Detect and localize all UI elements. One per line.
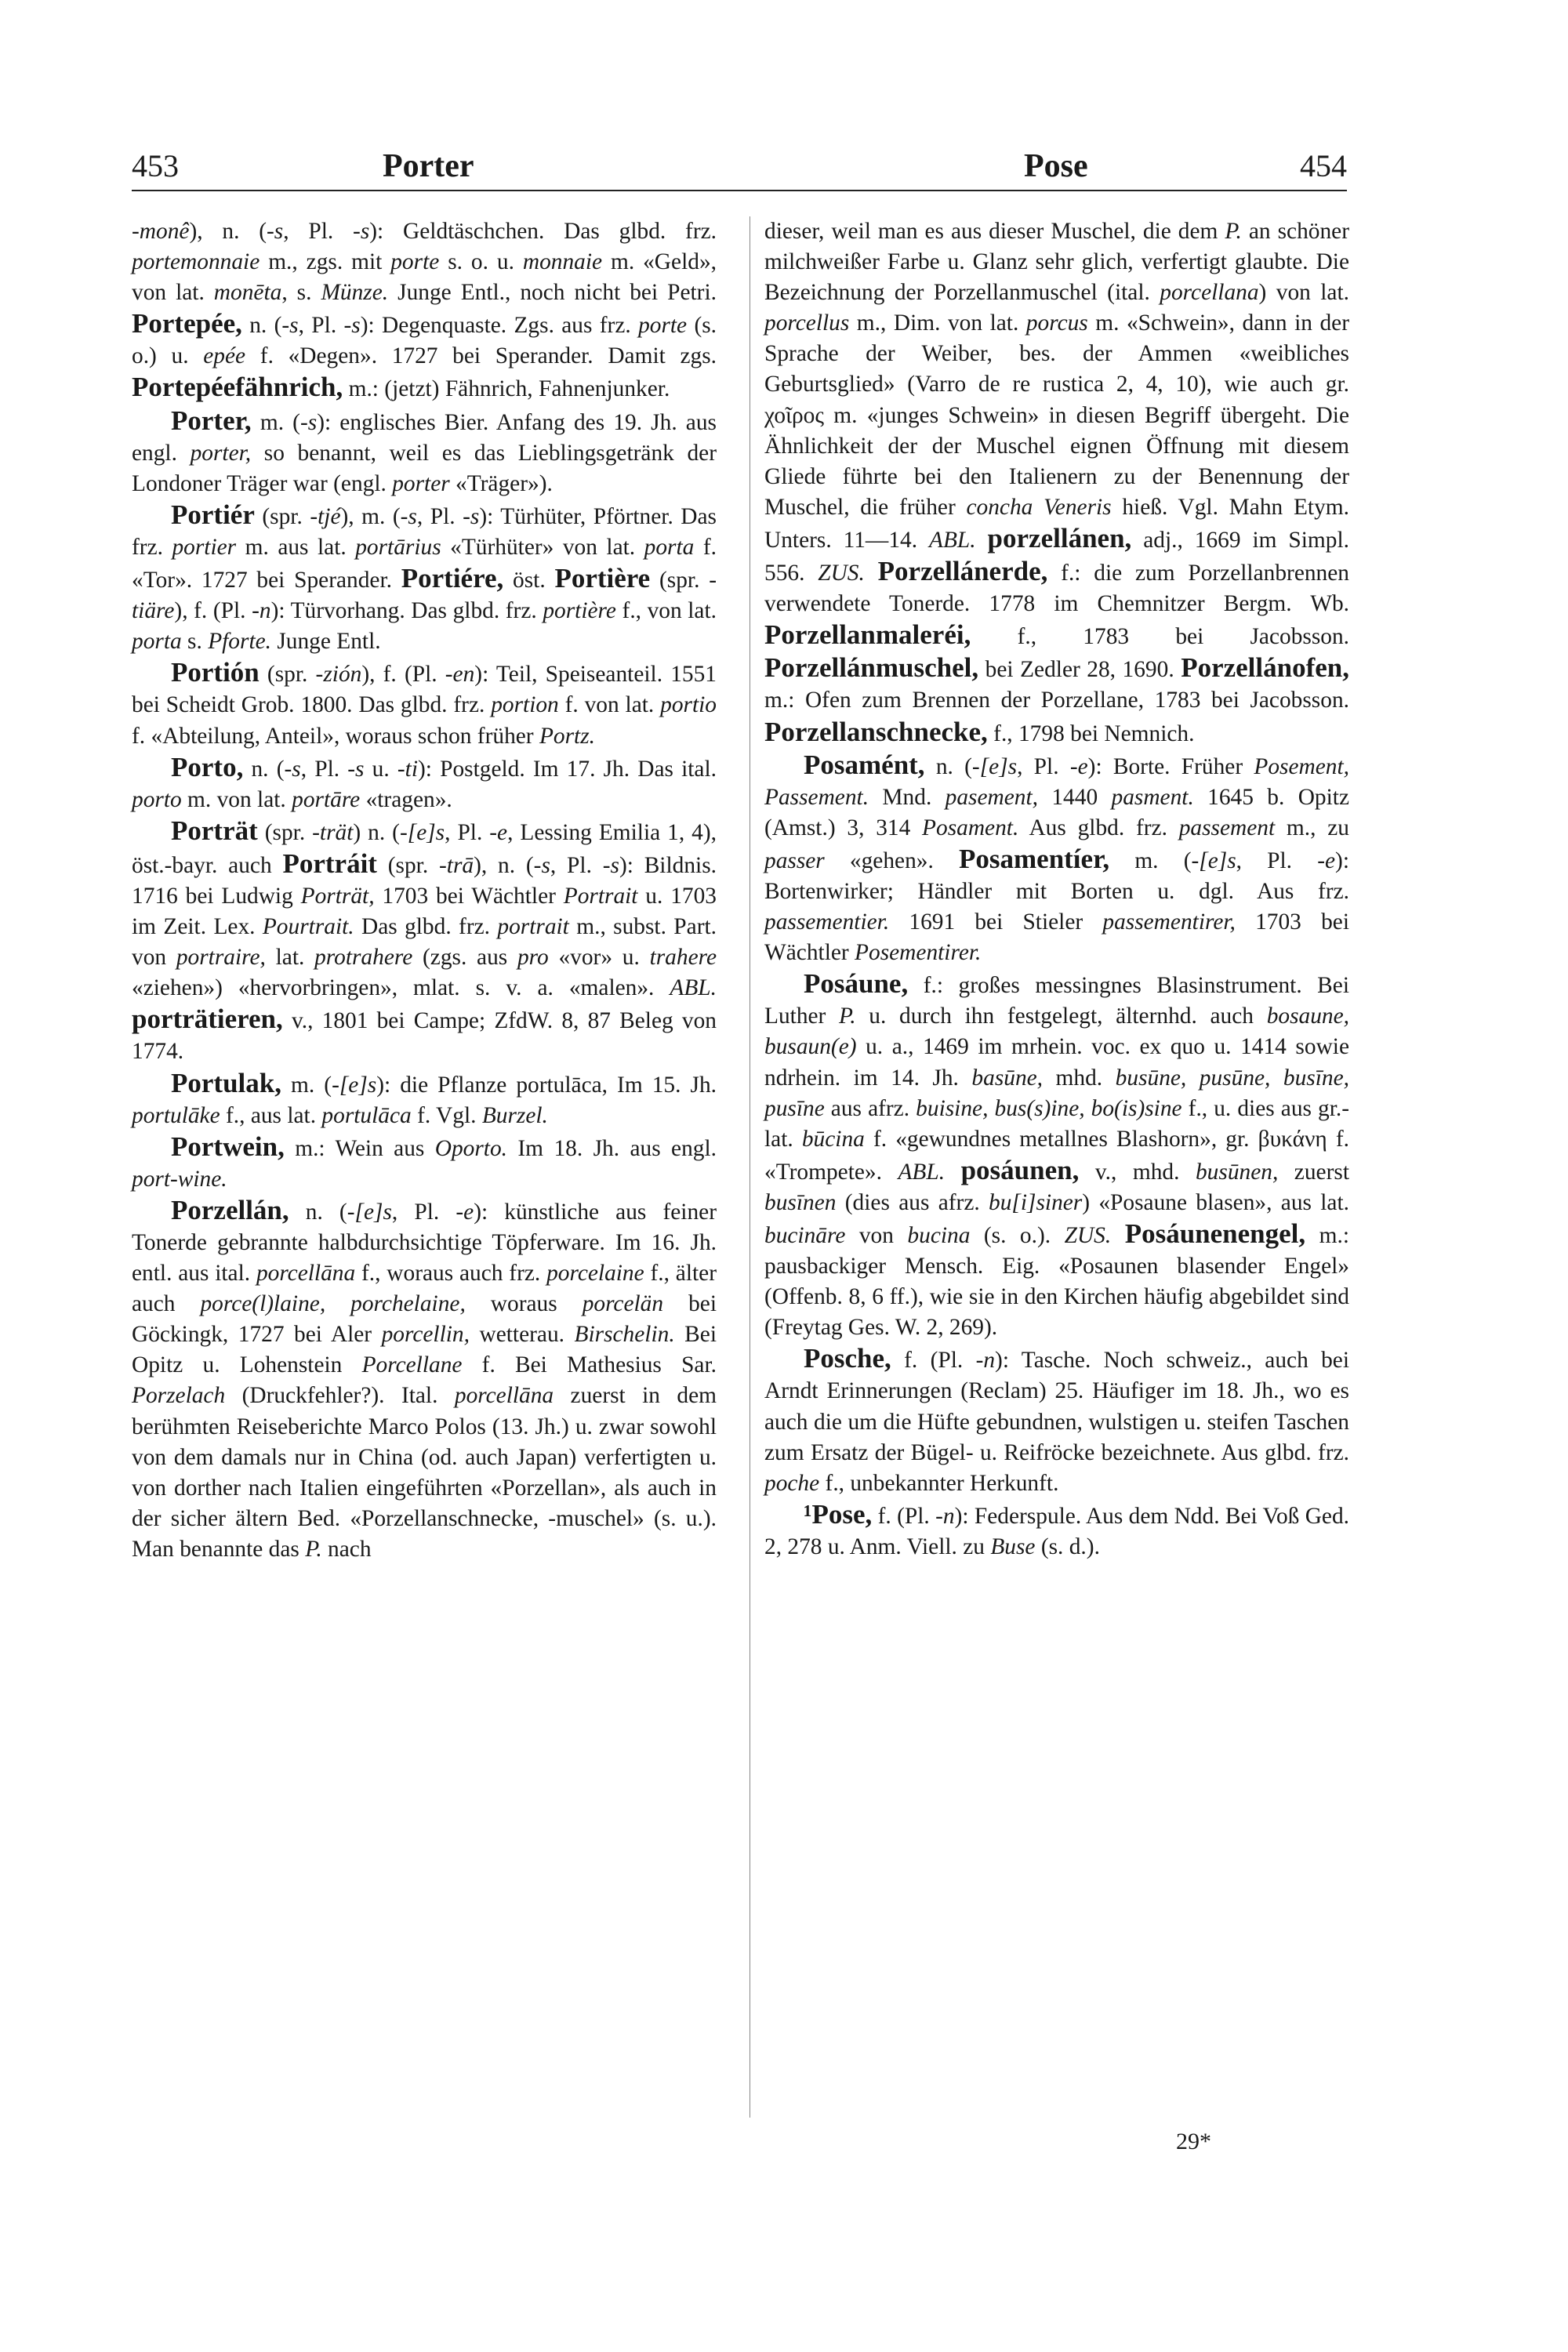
italic-text: -s <box>267 219 284 244</box>
body-text: ): Tasche. Noch schweiz., auch bei Arndt Erinnerungen (Reclam) 25. Häufiger im 18. Jh., wo es auch die um die Hüfte gebundnen, wulstigen u. steifen Taschen zum Ersatz der Bügel- u. Reifröcke bezeichnete. Aus glbd. frz. <box>764 1348 1350 1465</box>
body-text: an schöner milchweißer Farbe u. Glanz sehr glich, verfertigt glaubte. Die Bezeichnung der Porzellanmuschel (ital. <box>764 219 1349 306</box>
dictionary-entry <box>132 1068 717 1131</box>
italic-text: ZUS. <box>1064 1223 1112 1248</box>
body-text: , Pl. <box>283 219 354 244</box>
italic-text: porte <box>638 313 688 339</box>
italic-text: -e <box>1317 848 1336 873</box>
italic-text: -trā <box>439 852 474 878</box>
body-text: f. «Abteilung, Anteil», woraus schon früher <box>132 723 539 749</box>
body-text: «Türhüter» von lat. <box>441 534 644 560</box>
dictionary-entry <box>132 657 717 751</box>
headword: Porter, <box>171 405 252 436</box>
dictionary-entry <box>132 752 717 815</box>
italic-text: -s <box>299 409 318 435</box>
body-text: bei Zedler 28, 1690. <box>978 657 1181 683</box>
signature-mark: 29* <box>1176 2129 1211 2154</box>
italic-text: portemonnaie <box>132 249 260 275</box>
italic-text: Portrait <box>563 883 638 909</box>
italic-text: Posament. <box>922 815 1019 840</box>
body-text <box>1111 1223 1124 1248</box>
italic-text: busīnen <box>764 1189 837 1215</box>
italic-text: protrahere <box>314 945 413 971</box>
headword: Porträt <box>171 815 258 846</box>
italic-text: bucināre <box>764 1223 846 1248</box>
body-text: ): die Pflanze portulāca, Im 15. Jh. <box>376 1072 717 1098</box>
body-text: , Lessing Emilia 1, 4), öst.-bayr. auch <box>132 819 717 878</box>
body-text: f.: großes messingnes Blasinstrument. Bei Luther <box>764 973 1349 1029</box>
italic-text: Posement, Passement. <box>764 753 1350 810</box>
page-number-left: 453 <box>132 148 179 183</box>
italic-text: P. <box>839 1004 856 1029</box>
italic-text: -[e]s <box>399 819 445 845</box>
page-number-right: 454 <box>1300 148 1347 183</box>
italic-text: porto <box>132 786 182 812</box>
italic-text: porcellus <box>764 310 850 336</box>
running-header <box>132 146 1347 190</box>
italic-text: porta <box>132 629 182 655</box>
body-text: u. 1703 im Zeit. Lex. <box>132 883 717 940</box>
dictionary-entry <box>132 1195 717 1565</box>
body-text: 1440 <box>1038 784 1112 810</box>
body-text: s. o. u. <box>439 249 523 275</box>
headword: Portiére, <box>401 563 504 594</box>
body-text: (s. d.). <box>1035 1534 1100 1559</box>
headword: ¹Pose, <box>804 1498 873 1530</box>
italic-text: -s <box>463 503 480 529</box>
headword: Portepée, <box>132 308 242 339</box>
body-text: m. «Geld», von lat. <box>132 249 717 306</box>
body-text: (spr. <box>650 568 710 593</box>
italic-text: portière <box>543 598 616 624</box>
italic-text: -[e]s <box>1191 848 1236 873</box>
body-text: Das glbd. frz. <box>354 914 498 940</box>
italic-text: port-wine. <box>132 1166 227 1192</box>
body-text: f.: die zum Porzellanbrennen verwendete Tonerde. 1778 im Chemnitzer Bergm. Wb. <box>764 561 1349 617</box>
italic-text: Pourtrait. <box>262 914 354 940</box>
running-headword-left: Porter <box>383 148 474 184</box>
body-text: u. <box>364 756 397 782</box>
italic-text: porcelaine <box>546 1261 644 1287</box>
body-text: m.: pausbackiger Mensch. Eig. «Posaunen blasender Engel» (Offenb. 8, 6 ff.), wie sie in den Kirchen häufig abgebildet sind (Freytag Ges. W. 2, 269). <box>764 1223 1350 1341</box>
body-text: nach <box>321 1536 372 1562</box>
body-text: ), m. ( <box>340 503 401 529</box>
entry-continuation <box>764 216 1349 750</box>
running-headword-right: Pose <box>1024 148 1088 184</box>
body-text: f., älter auch <box>132 1261 717 1317</box>
dictionary-entry <box>764 750 1349 969</box>
headword: Posamént, <box>804 749 925 780</box>
headword: Porzellánmuschel, <box>764 652 979 684</box>
body-text: , Pl. <box>445 819 490 845</box>
italic-text: ABL. <box>929 527 976 553</box>
body-text: ): Borte. Früher <box>1087 753 1254 779</box>
italic-text: bu[i]siner <box>989 1189 1083 1215</box>
italic-text: -[e]s <box>971 753 1018 779</box>
italic-text: -e <box>456 1199 474 1225</box>
body-text: Aus glbd. frz. <box>1018 815 1179 840</box>
body-text: m.: Wein aus <box>284 1135 435 1161</box>
body-text: v., 1801 bei Campe; ZfdW. 8, 87 Beleg von 1774. <box>132 1008 717 1065</box>
body-text: (Druckfehler?). Ital. <box>225 1383 455 1409</box>
body-text: f. «Tor». 1727 bei Sperander. <box>132 534 717 593</box>
italic-text: porce(l)laine, porchelaine, <box>200 1291 466 1317</box>
body-text: von <box>845 1223 908 1248</box>
body-text: ) von lat. <box>1258 280 1349 306</box>
italic-text: passer <box>764 848 825 873</box>
body-text: «gehen». <box>824 848 959 873</box>
body-text <box>976 528 988 553</box>
body-text: , Pl. <box>1236 848 1318 873</box>
dictionary-entry <box>764 1343 1349 1498</box>
body-text: m. ( <box>281 1072 332 1098</box>
italic-text: Burzel. <box>481 1102 548 1128</box>
headword: Posche, <box>804 1343 891 1374</box>
italic-text: ABL. <box>898 1159 946 1185</box>
body-text: «tragen». <box>360 786 452 812</box>
body-text: u. a., 1469 im mrhein. voc. ex quo u. 1414 sowie ndrhein. im 14. Jh. <box>764 1034 1349 1091</box>
body-text: ): englisches Bier. Anfang des 19. Jh. aus engl. <box>132 409 717 466</box>
body-text: f. (Pl. <box>872 1503 936 1529</box>
body-text: n. ( <box>241 313 282 339</box>
body-text: f. «gewundnes metallnes Blashorn», gr. βυκάνη f. «Trompete». <box>764 1126 1349 1185</box>
italic-text: -s <box>281 313 299 339</box>
headword: Porto, <box>171 751 244 782</box>
italic-text: pasment. <box>1111 784 1194 810</box>
italic-text: -[e]s <box>347 1199 392 1225</box>
italic-text: porcus <box>1025 310 1088 336</box>
body-text: ): Türvorhang. Das glbd. frz. <box>270 598 543 624</box>
italic-text: bosaune, busaun(e) <box>764 1004 1349 1060</box>
body-text: f. von lat. <box>558 692 661 718</box>
headword: Posáune, <box>804 968 909 1000</box>
body-text: f., unbekannter Herkunft. <box>819 1470 1059 1496</box>
body-text: m. «Schwein», dann in der Sprache der Weiber, bes. der Ammen «weibliches Geburtsglied» (Varro de re rustica 2, 4, 10), wie auch gr. χοῖρος m. «junges Schwein» in diesen Begriff übergeht. Die Ähnlichkeit der der Muschel eignen Öffnung mit diesem Gliede führte bei den Italienern zu der Benennung der Muschel, die früher <box>764 310 1349 520</box>
italic-text: passement <box>1178 815 1276 840</box>
body-text: , Pl. <box>391 1199 456 1225</box>
body-text: «Träger»). <box>449 470 553 496</box>
body-text: (spr. <box>376 852 439 878</box>
italic-text: epée <box>203 343 246 369</box>
italic-text: portulāke <box>132 1102 220 1128</box>
body-text: s. <box>181 629 209 655</box>
body-text: öst. <box>503 568 555 593</box>
italic-text: porcellāna <box>256 1261 356 1287</box>
italic-text: Posementirer. <box>855 940 982 966</box>
italic-text: poche <box>764 1470 820 1496</box>
body-text: u. durch ihn festgelegt, älternhd. auch <box>855 1004 1267 1029</box>
italic-text: Pforte. <box>208 629 271 655</box>
body-text: Junge Entl., noch nicht bei Petri. <box>388 280 717 306</box>
headword: Portráit <box>282 848 377 879</box>
italic-text: -trät <box>312 819 354 845</box>
italic-text: portier <box>172 534 237 560</box>
body-text: ): Bortenwirker; Händler mit Borten u. dgl. Aus frz. <box>764 848 1349 904</box>
italic-text: -s <box>343 313 361 339</box>
body-text: m., zgs. mit <box>260 249 391 275</box>
italic-text: Münze. <box>321 280 389 306</box>
body-text: Im 18. Jh. aus engl. <box>507 1135 717 1161</box>
italic-text: basūne, <box>971 1065 1044 1091</box>
headword: Porzellanschnecke, <box>764 716 988 747</box>
italic-text: porter, <box>190 440 252 466</box>
headword: Portiér <box>171 499 255 530</box>
headword: Portulak, <box>171 1067 281 1098</box>
entry-continuation <box>132 216 717 405</box>
body-text: Junge Entl. <box>271 629 381 655</box>
italic-text: P. <box>1225 219 1242 244</box>
italic-text: busūne, pusūne, busīne, pusīne <box>764 1065 1349 1121</box>
body-text: woraus <box>465 1291 583 1317</box>
body-text: m., zu <box>1275 815 1349 840</box>
left-column <box>132 216 717 1565</box>
headword: porträtieren, <box>132 1004 283 1035</box>
italic-text: -ti <box>397 756 418 782</box>
body-text: ): Türhüter, Pförtner. Das frz. <box>132 503 717 560</box>
body-text: m.: (jetzt) Fähnrich, Fahnenjunker. <box>343 376 670 402</box>
body-text: m.: Ofen zum Brennen der Porzellane, 1783 bei Jacobsson. <box>764 688 1349 713</box>
italic-text: Porträt, <box>300 883 375 909</box>
body-text: zuerst in dem berühmten Reiseberichte Marco Polos (13. Jh.) u. zwar sowohl von dem damals nur in China (od. auch Japan) verfertigten u. von dorther nach Italien eingeführten «Porzellan», als auch in der sicher ältern Bed. «Porzellanschnecke, -muschel» (s. u.). Man benannte das <box>132 1383 717 1562</box>
body-text: m., Dim. von lat. <box>849 310 1026 336</box>
body-text: bei Göckingk, 1727 bei Aler <box>132 1291 717 1348</box>
italic-text: Portz. <box>539 723 595 749</box>
body-text: ): Teil, Speiseanteil. 1551 bei Scheidt Grob. 1800. Das glbd. frz. <box>132 662 717 718</box>
italic-text: porcellāna <box>454 1383 554 1409</box>
italic-text: Buse <box>990 1534 1036 1559</box>
body-text: (zgs. aus <box>412 945 517 971</box>
italic-text: -s <box>353 219 370 244</box>
italic-text: Porcellane <box>361 1352 463 1378</box>
body-text: ) «Posaune blasen», aus lat. <box>1082 1189 1349 1215</box>
body-text: , Pl. <box>416 503 463 529</box>
italic-text: Porzelach <box>132 1383 226 1409</box>
body-text: 1645 b. Opitz (Amst.) 3, 314 <box>764 784 1349 840</box>
body-text: f., 1783 bei Jacobsson. <box>971 624 1349 650</box>
body-text: m. ( <box>1109 848 1192 873</box>
italic-text: portāre <box>292 786 361 812</box>
italic-text: -s <box>284 756 301 782</box>
headword: Porzellánerde, <box>877 556 1048 587</box>
body-text <box>945 1160 961 1185</box>
body-text: n. ( <box>243 756 285 782</box>
body-text: ): Bildnis. 1716 bei Ludwig <box>132 852 717 909</box>
right-column <box>764 216 1349 1563</box>
body-text: 1703 bei Wächtler <box>764 909 1349 966</box>
italic-text: ABL. <box>670 975 717 1001</box>
body-text: aus afrz. <box>824 1095 916 1121</box>
italic-text: -e <box>489 819 508 845</box>
body-text: f. «Degen». 1727 bei Sperander. Damit zgs. <box>245 343 717 369</box>
italic-text: busūnen, <box>1195 1159 1279 1185</box>
italic-text: portārius <box>355 534 441 560</box>
body-text: n. ( <box>289 1199 347 1225</box>
body-text: ), f. (Pl. <box>361 662 445 688</box>
body-text: ), n. ( <box>189 219 267 244</box>
body-text: adj., 1669 im Simpl. 556. <box>764 527 1349 586</box>
italic-text: monnaie <box>522 249 603 275</box>
headword: Porzellanmaleréi, <box>764 619 971 651</box>
italic-text: concha Veneris <box>966 494 1112 520</box>
italic-text: porte <box>390 249 440 275</box>
italic-text: Birschelin. <box>574 1322 675 1348</box>
headword: Portwein, <box>171 1131 285 1162</box>
body-text: (s. o.). <box>970 1223 1065 1248</box>
italic-text: -en <box>445 662 475 688</box>
body-text: , Pl. <box>298 313 344 339</box>
italic-text: portulāca <box>321 1102 412 1128</box>
body-text: m. ( <box>251 409 300 435</box>
body-text: so benannt, weil es das Lieblingsgetränk der Londoner Träger war (engl. <box>132 440 717 496</box>
body-text: f., von lat. <box>615 598 717 624</box>
italic-text: portrait <box>497 914 569 940</box>
dictionary-entry <box>132 405 717 499</box>
body-text: mhd. <box>1043 1065 1116 1091</box>
italic-text: -zión <box>315 662 362 688</box>
body-text: ): Postgeld. Im 17. Jh. Das ital. <box>418 756 717 782</box>
italic-text: -n <box>252 598 271 624</box>
italic-text: porter <box>392 470 450 496</box>
italic-text: -tiäre <box>132 568 717 624</box>
italic-text: -e <box>1069 753 1088 779</box>
body-text: dieser, weil man es aus dieser Muschel, die dem <box>764 219 1225 244</box>
body-text: ), f. (Pl. <box>174 598 252 624</box>
body-text: (spr. <box>259 662 316 688</box>
header-rule <box>132 190 1347 191</box>
body-text: f., aus lat. <box>220 1102 322 1128</box>
body-text: «vor» u. <box>548 945 650 971</box>
italic-text: -n <box>975 1348 996 1374</box>
italic-text: -s <box>602 852 619 878</box>
italic-text: passementier. <box>764 909 890 935</box>
body-text: ): künstliche aus feiner Tonerde gebrannte halbdurchsichtige Töpferware. Im 16. Jh. entl. aus ital. <box>132 1199 717 1287</box>
body-text: f., u. dies aus gr.-lat. <box>764 1095 1350 1152</box>
headword: Portión <box>171 657 260 688</box>
italic-text: ZUS. <box>818 561 865 586</box>
body-text: f. Bei Mathesius Sar. <box>462 1352 717 1378</box>
headword: Portière <box>554 563 651 594</box>
dictionary-entry <box>132 815 717 1068</box>
italic-text: P. <box>305 1536 322 1562</box>
body-text: ) n. ( <box>353 819 400 845</box>
body-text: , Pl. <box>300 756 348 782</box>
headword: posáunen, <box>960 1154 1080 1185</box>
body-text: 1691 bei Stieler <box>889 909 1103 935</box>
body-text: f., woraus auch frz. <box>355 1261 547 1287</box>
body-text: Mnd. <box>869 784 946 810</box>
headword: porzellánen, <box>987 522 1132 554</box>
headword: Posáunenengel, <box>1124 1218 1306 1249</box>
italic-text: būcina <box>801 1126 865 1152</box>
italic-text: monēta <box>213 280 282 306</box>
body-text: m. aus lat. <box>236 534 356 560</box>
body-text: hieß. Vgl. Mahn Etym. Unters. 11—14. <box>764 494 1350 553</box>
headword: Posamentíer, <box>959 843 1110 874</box>
body-text: (spr. <box>257 819 313 845</box>
italic-text: pasement, <box>945 784 1038 810</box>
dictionary-entry <box>132 1131 717 1195</box>
body-text: zuerst <box>1278 1159 1349 1185</box>
body-text: m., subst. Part. von <box>132 914 717 971</box>
body-text: lat. <box>265 945 315 971</box>
italic-text: portion <box>491 692 559 718</box>
body-text: (s. o.) u. <box>132 313 717 369</box>
italic-text: -tjé <box>310 503 341 529</box>
body-text <box>865 561 878 586</box>
italic-text: portraire, <box>176 945 266 971</box>
body-text: «ziehen») «hervorbringen», mlat. s. v. a. «malen». <box>132 975 670 1001</box>
body-text: f. Vgl. <box>411 1102 482 1128</box>
dictionary-entry <box>132 499 717 657</box>
body-text: , s. <box>281 280 321 306</box>
headword: Porzellánofen, <box>1181 652 1349 684</box>
body-text: , Pl. <box>1017 753 1070 779</box>
italic-text: passementirer, <box>1102 909 1236 935</box>
body-text: ): Degenquaste. Zgs. aus frz. <box>360 313 639 339</box>
body-text: wetterau. <box>469 1322 575 1348</box>
headword: Portepéefähnrich, <box>132 372 343 403</box>
body-text: , Pl. <box>550 852 603 878</box>
italic-text: porta <box>644 534 695 560</box>
italic-text: -monê <box>132 219 190 244</box>
italic-text: bucina <box>907 1223 971 1248</box>
headword: Porzellán, <box>171 1194 289 1225</box>
italic-text: Oporto. <box>434 1135 507 1161</box>
body-text: ): Federspule. Aus dem Ndd. Bei Voß Ged. 2, 278 u. Anm. Viell. zu <box>764 1503 1350 1559</box>
body-text: (dies aus afrz. <box>836 1189 989 1215</box>
dictionary-entry <box>764 1499 1349 1563</box>
italic-text: porcellana <box>1160 280 1259 306</box>
body-text: ): Geldtäschchen. Das glbd. frz. <box>369 219 717 244</box>
body-text: m. von lat. <box>181 786 292 812</box>
italic-text: -s <box>400 503 417 529</box>
italic-text: pro <box>517 945 549 971</box>
body-text: Bei Opitz u. Lohenstein <box>132 1322 717 1378</box>
dictionary-entry <box>764 968 1349 1343</box>
body-text: f. (Pl. <box>891 1348 976 1374</box>
italic-text: porcelän <box>582 1291 664 1317</box>
body-text: v., mhd. <box>1079 1159 1196 1185</box>
italic-text: porcellin, <box>381 1322 470 1348</box>
italic-text: portio <box>660 692 717 718</box>
italic-text: -s <box>347 756 365 782</box>
body-text: (spr. <box>254 503 310 529</box>
italic-text: -[e]s <box>332 1072 377 1098</box>
body-text: n. ( <box>924 753 972 779</box>
body-text: 1703 bei Wächtler <box>374 883 564 909</box>
body-text: ), n. ( <box>474 852 534 878</box>
italic-text: -s <box>533 852 550 878</box>
italic-text: -n <box>935 1503 955 1529</box>
italic-text: trahere <box>649 945 717 971</box>
body-text: f., 1798 bei Nemnich. <box>987 720 1195 746</box>
italic-text: buisine, bus(s)ine, bo(is)sine <box>916 1095 1182 1121</box>
